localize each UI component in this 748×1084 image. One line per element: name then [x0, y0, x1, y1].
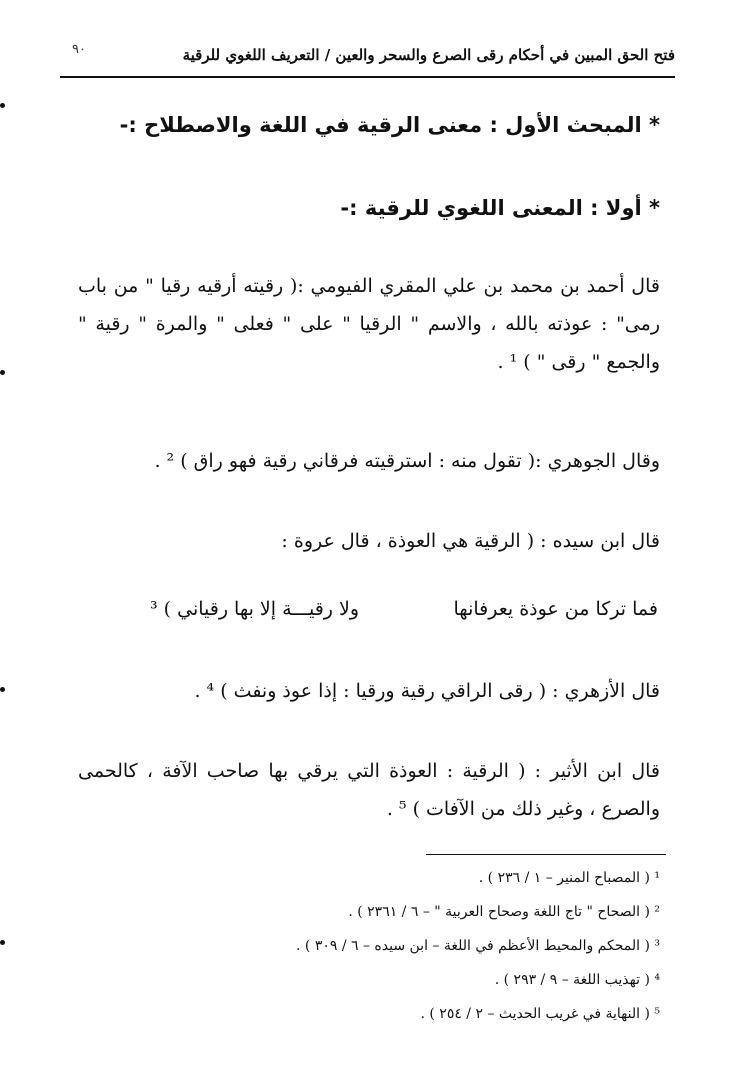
poem-first-hemistich: فما تركا من عوذة يعرفانها	[453, 598, 658, 620]
paragraph-fayyumi: قال أحمد بن محمد بن علي المقري الفيومي :( رقيته أرقيه رقيا " من باب رمى" : عوذته بالله ، والاسم " الرقيا " على " فعلى " والمرة " رقية " والجمع " رقى " ) ¹ .	[78, 275, 660, 373]
paragraph-ibn-athir: قال ابن الأثير : ( الرقية : العوذة التي يرقي بها صاحب الآفة ، كالحمى والصرع ، وغير ذلك من الآفات ) ⁵ .	[78, 760, 660, 820]
paragraph-ibn-sidah: قال ابن سيده : ( الرقية هي العوذة ، قال عروة :	[281, 530, 660, 552]
page-header	[60, 38, 675, 72]
header-rule	[60, 76, 675, 78]
margin-mark	[0, 103, 5, 108]
page-number: ٩٠	[72, 42, 86, 57]
section-heading: * المبحث الأول : معنى الرقية في اللغة والاصطلاح :-	[119, 113, 660, 137]
footnote: ⁴ ( تهذيب اللغة – ٩ / ٢٩٣ ) .	[494, 972, 660, 988]
footnote-rule	[426, 854, 666, 855]
subsection-heading: * أولا : المعنى اللغوي للرقية :-	[340, 196, 660, 220]
footnote: ² ( الصحاح " تاج اللغة وصحاح العربية " – ٦ / ٢٣٦١ ) .	[348, 904, 660, 920]
poem-second-hemistich: ولا رقيـــة إلا بها رقياني ) ³	[150, 598, 360, 620]
footnote: ³ ( المحكم والمحيط الأعظم في اللغة – ابن سيده – ٦ / ٣٠٩ ) .	[296, 938, 660, 954]
footnote: ⁵ ( النهاية في غريب الحديث – ٢ / ٢٥٤ ) .	[420, 1006, 660, 1022]
paragraph-azhari: قال الأزهري : ( رقى الراقي رقية ورقيا : إذا عوذ ونفث ) ⁴ .	[194, 680, 660, 702]
paragraph-jawhari: وقال الجوهري :( تقول منه : استرقيته فرقاني رقية فهو راق ) ² .	[154, 450, 660, 472]
margin-mark	[0, 940, 5, 945]
footnote: ¹ ( المصباح المنير – ١ / ٢٣٦ ) .	[478, 870, 660, 886]
running-title: فتح الحق المبين في أحكام رقى الصرع والسحر والعين / التعريف اللغوي للرقية	[182, 46, 675, 64]
margin-mark	[0, 370, 5, 375]
margin-mark	[0, 687, 5, 692]
